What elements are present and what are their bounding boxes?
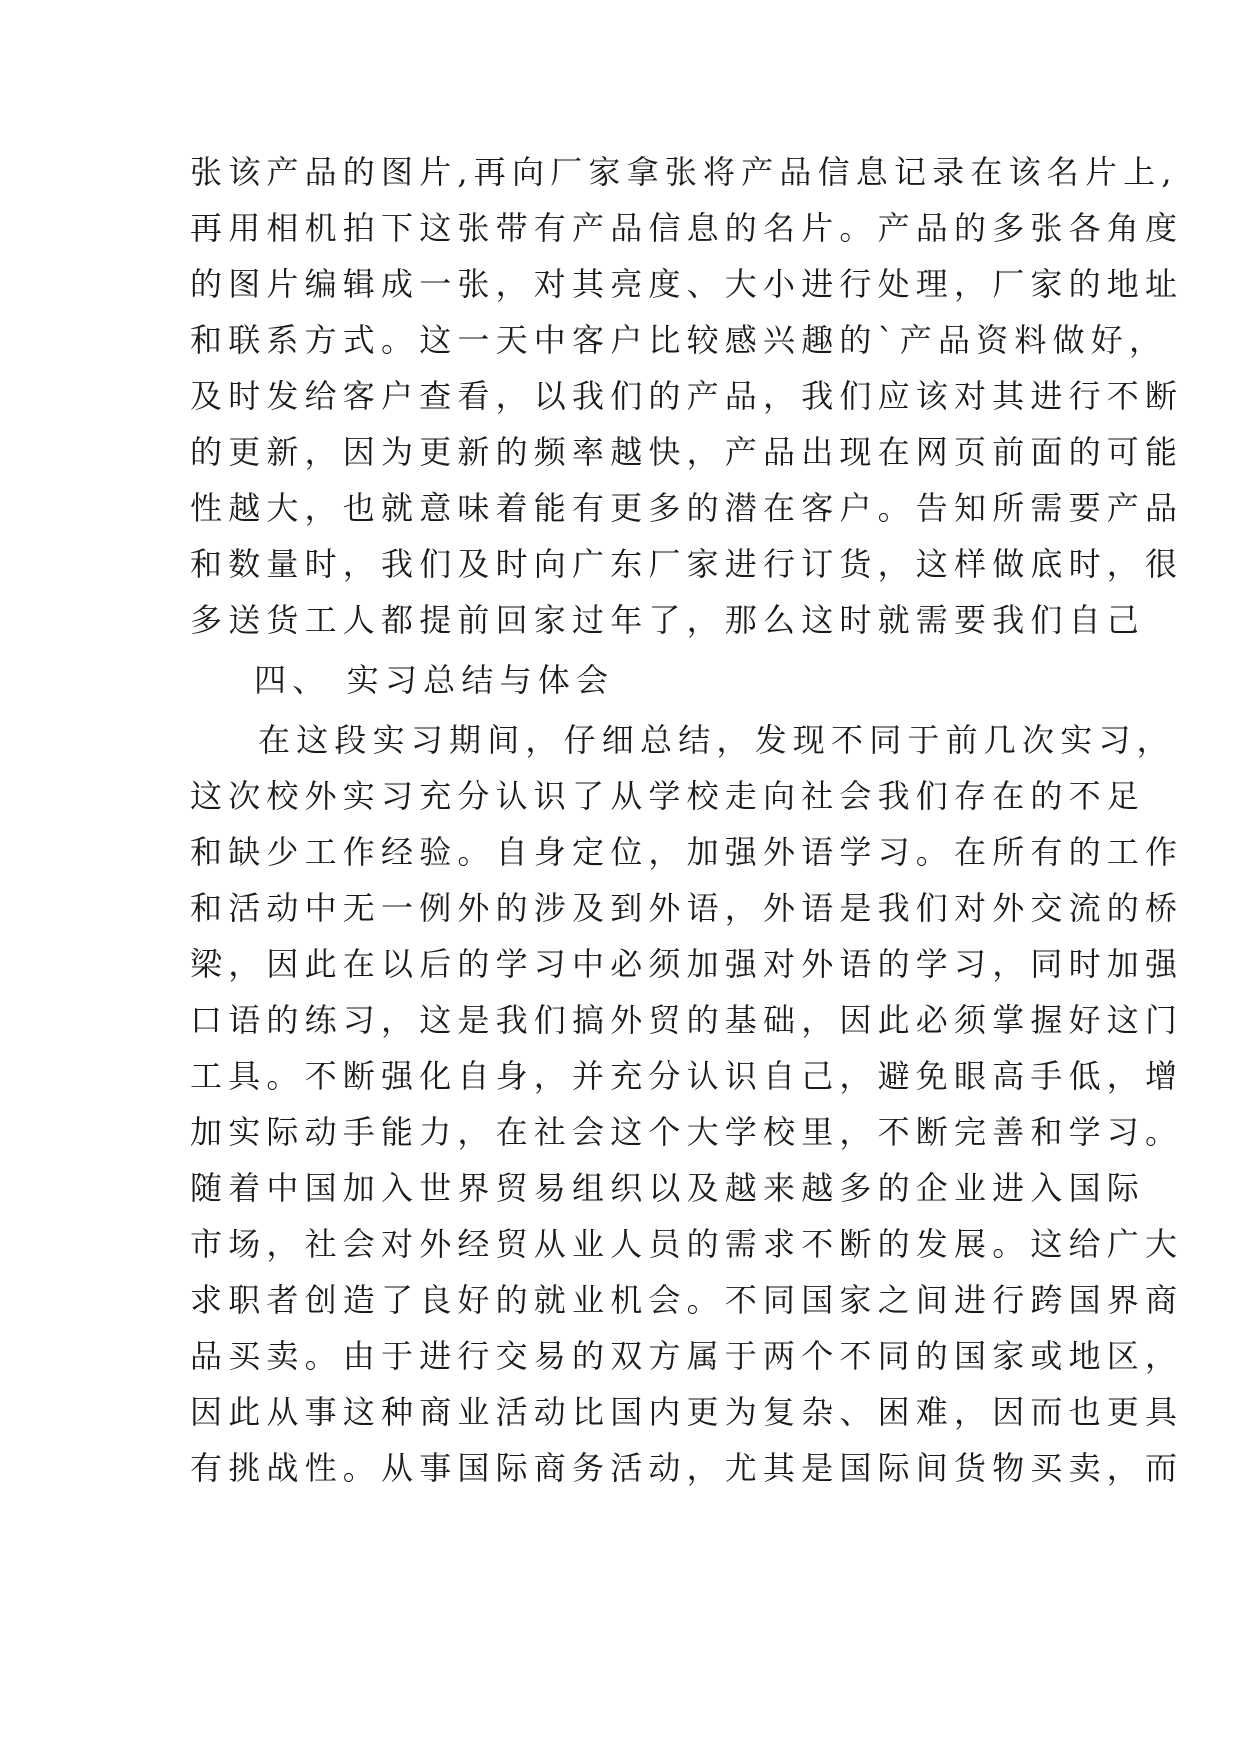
body-text-line: 求职者创造了良好的就业机会。不同国家之间进行跨国界商 (190, 1281, 1184, 1319)
body-text-line: 的图片编辑成一张，对其亮度、大小进行处理，厂家的地址 (190, 265, 1184, 303)
body-text-line: 市场，社会对外经贸从业人员的需求不断的发展。这给广大 (190, 1225, 1184, 1263)
body-text-line: 张该产品的图片,再向厂家拿张将产品信息记录在该名片上, (190, 153, 1178, 191)
body-text-line: 梁，因此在以后的学习中必须加强对外语的学习，同时加强 (190, 945, 1184, 983)
body-text-line: 和缺少工作经验。自身定位，加强外语学习。在所有的工作 (190, 833, 1184, 871)
body-text-line: 和联系方式。这一天中客户比较感兴趣的`产品资料做好， (190, 321, 1168, 359)
body-text-line: 多送货工人都提前回家过年了，那么这时就需要我们自己 (190, 601, 1146, 639)
body-text-line: 工具。不断强化自身，并充分认识自己，避免眼高手低，增 (190, 1057, 1184, 1095)
body-text-line: 有挑战性。从事国际商务活动，尤其是国际间货物买卖，而 (190, 1449, 1184, 1487)
paragraph-first-line: 在这段实习期间，仔细总结，发现不同于前几次实习， (258, 721, 1175, 759)
body-text-line: 及时发给客户查看，以我们的产品，我们应该对其进行不断 (190, 377, 1184, 415)
body-text-line: 性越大，也就意味着能有更多的潜在客户。告知所需要产品 (190, 489, 1184, 527)
body-text-line: 加实际动手能力，在社会这个大学校里，不断完善和学习。 (190, 1113, 1184, 1151)
body-text-line: 和数量时，我们及时向广东厂家进行订货，这样做底时，很 (190, 545, 1184, 583)
body-text-line: 再用相机拍下这张带有产品信息的名片。产品的多张各角度 (190, 209, 1184, 247)
body-text-line: 品买卖。由于进行交易的双方属于两个不同的国家或地区， (190, 1337, 1184, 1375)
body-text-line: 随着中国加入世界贸易组织以及越来越多的企业进入国际 (190, 1169, 1146, 1207)
section-heading: 四、 实习总结与体会 (254, 661, 615, 699)
body-text-line: 的更新，因为更新的频率越快，产品出现在网页前面的可能 (190, 433, 1184, 471)
body-text-line: 和活动中无一例外的涉及到外语，外语是我们对外交流的桥 (190, 889, 1184, 927)
body-text-line: 因此从事这种商业活动比国内更为复杂、困难，因而也更具 (190, 1393, 1184, 1431)
body-text-line: 口语的练习，这是我们搞外贸的基础，因此必须掌握好这门 (190, 1001, 1184, 1039)
body-text-line: 这次校外实习充分认识了从学校走向社会我们存在的不足 (190, 777, 1146, 815)
